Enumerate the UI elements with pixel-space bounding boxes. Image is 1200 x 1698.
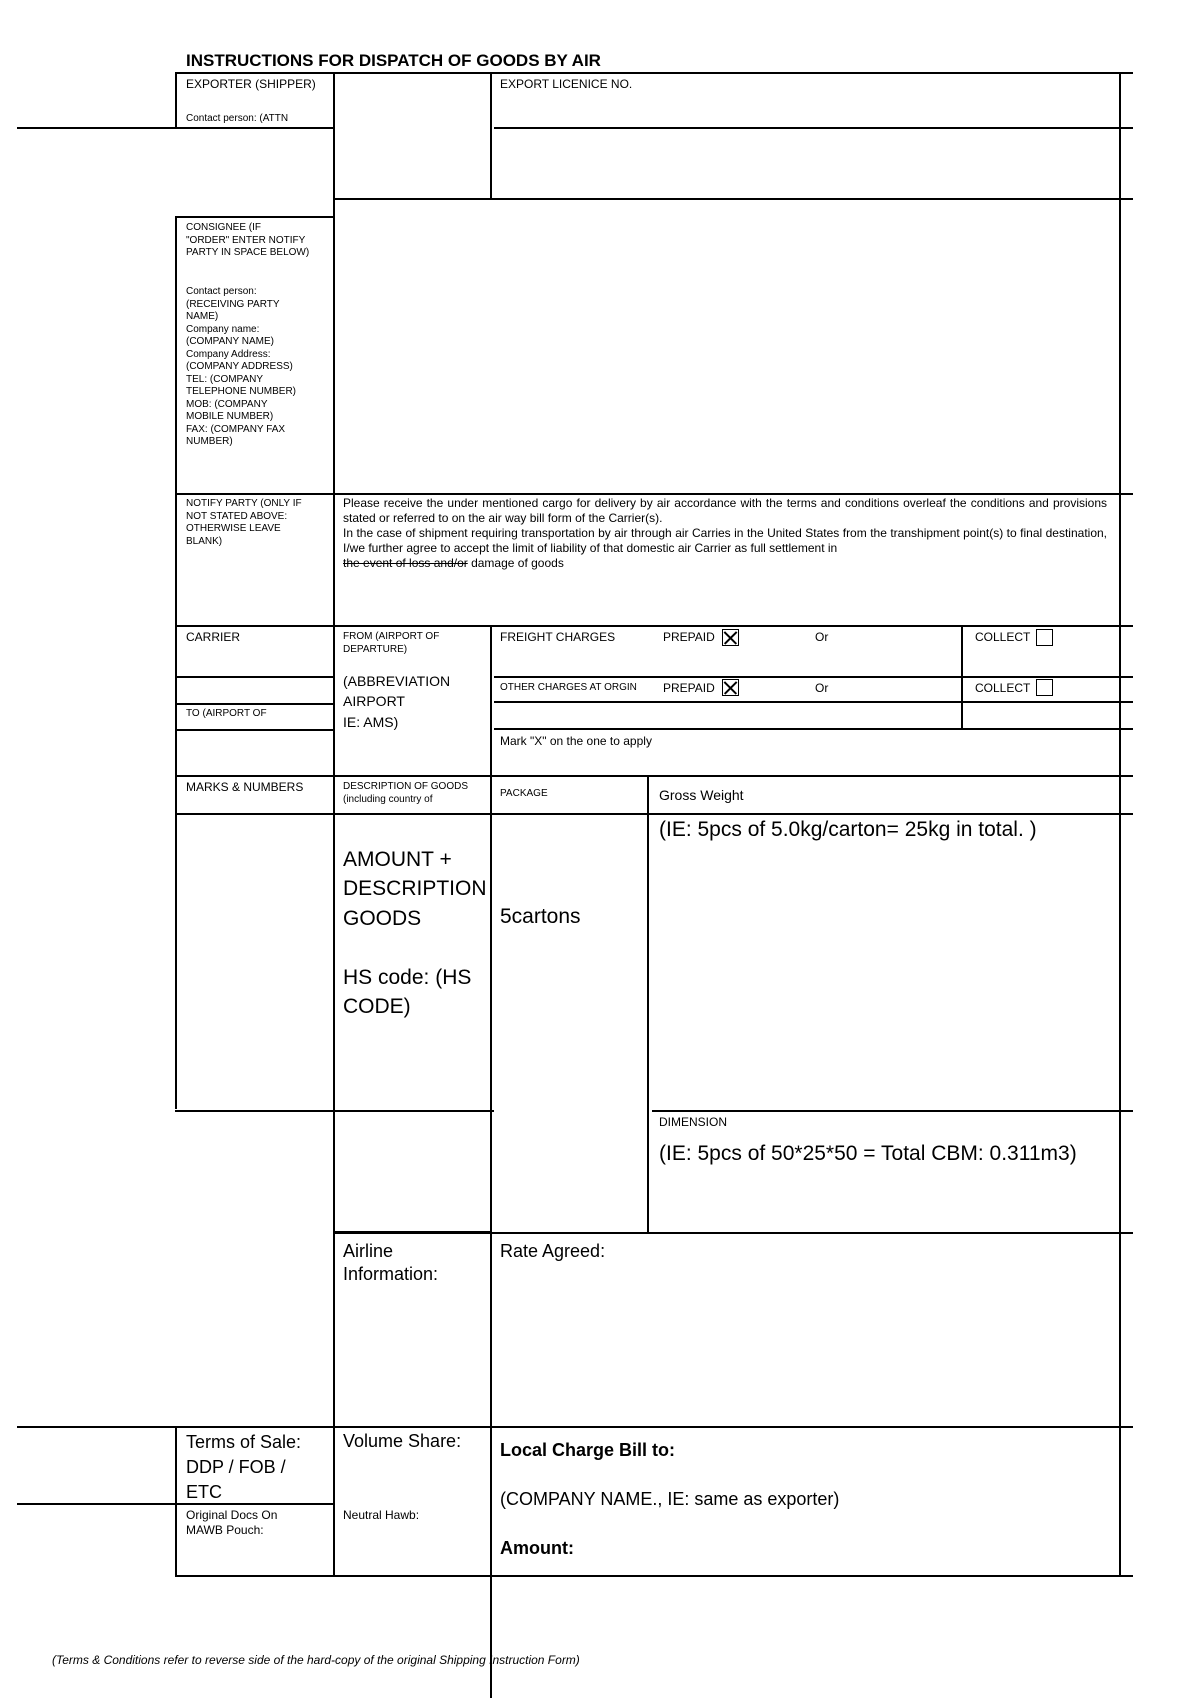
grid-line — [175, 703, 335, 705]
other-prepaid-checkbox[interactable] — [722, 679, 739, 696]
grid-line — [335, 198, 1133, 200]
other-prepaid-label: PREPAID — [663, 681, 715, 695]
notify-para-1: Please receive the under mentioned cargo for delivery by air accordance with the terms and conditions overleaf the conditions and provisions stated or referred to on the air way bill form of the Carrier(s). — [343, 496, 1107, 525]
grid-line — [17, 1426, 1133, 1428]
exporter-contact: Contact person: (ATTN — [186, 113, 289, 124]
description-value: AMOUNT + DESCRIPTION GOODS HS code: (HS CODE) — [343, 848, 487, 1018]
local-charge-amount: Amount: — [500, 1538, 574, 1558]
description-label: DESCRIPTION OF GOODS (including country of — [343, 781, 469, 805]
grid-line — [494, 127, 1133, 129]
grid-line — [652, 1110, 1133, 1112]
marks-numbers-label: MARKS & NUMBERS — [186, 780, 304, 794]
freight-or-label: Or — [815, 630, 829, 644]
notify-para-2: In the case of shipment requiring transportation by air through air Carries in the United States from the transhipment point(s) to final destination, I/we further agree to accept the limit of liability of that domestic air Carrier as full settlement in — [343, 526, 1107, 555]
exporter-label: EXPORTER (SHIPPER) — [186, 77, 316, 91]
grid-line — [335, 1231, 492, 1232]
grid-line — [175, 676, 335, 678]
export-licence-label: EXPORT LICENICE NO. — [500, 77, 633, 91]
airline-information-label: Airline Information: — [343, 1241, 439, 1284]
other-or-label: Or — [815, 681, 829, 695]
grid-line — [175, 625, 1133, 627]
other-collect-label: COLLECT — [975, 681, 1031, 695]
notify-para-3-rest: damage of goods — [467, 556, 564, 570]
page-title: INSTRUCTIONS FOR DISPATCH OF GOODS BY AIR — [186, 51, 601, 70]
notify-instructions — [343, 496, 1107, 571]
grid-line — [175, 813, 1133, 815]
from-label: FROM (AIRPORT OF DEPARTURE) — [343, 631, 440, 655]
notify-party-label: NOTIFY PARTY (ONLY IF NOT STATED ABOVE: OTHERWISE LEAVE BLANK) — [186, 498, 302, 547]
grid-line — [17, 127, 335, 129]
other-charges-label: OTHER CHARGES AT ORGIN — [500, 682, 637, 693]
gross-weight-value: (IE: 5pcs of 5.0kg/carton= 25kg in total. ) — [659, 818, 1037, 841]
notify-para-3-struck: the event of loss and/or — [343, 556, 468, 570]
freight-collect-checkbox[interactable] — [1036, 629, 1053, 646]
consignee-details: Contact person: (RECEIVING PARTY NAME) Company name: (COMPANY NAME) Company Address: (COMPANY ADDRESS) TEL: (COMPANY TELEPHONE NUMBER) MOB: (COMPANY MOBILE NUMBER) FAX: (COMPANY FAX NUMBER) — [186, 286, 297, 447]
grid-line — [335, 1232, 1133, 1234]
grid-line — [494, 676, 1133, 678]
grid-line — [175, 216, 177, 1109]
carrier-label: CARRIER — [186, 630, 241, 644]
grid-line — [175, 1575, 1133, 1577]
grid-line — [175, 216, 335, 218]
footer-note: (Terms & Conditions refer to reverse side of the hard-copy of the original Shipping Instruction Form) — [52, 1653, 580, 1667]
gross-weight-label: Gross Weight — [659, 787, 744, 803]
original-docs-label: Original Docs On MAWB Pouch: — [186, 1508, 278, 1537]
grid-line — [490, 625, 492, 1698]
package-value: 5cartons — [500, 905, 581, 928]
other-collect-checkbox[interactable] — [1036, 679, 1053, 696]
dimension-value: (IE: 5pcs of 50*25*50 = Total CBM: 0.311m3) — [659, 1142, 1077, 1165]
consignee-label: CONSIGNEE (IF "ORDER" ENTER NOTIFY PARTY IN SPACE BELOW) — [186, 222, 310, 258]
grid-line — [175, 775, 1133, 777]
grid-line — [494, 728, 1133, 730]
local-charge-company: (COMPANY NAME., IE: same as exporter) — [500, 1489, 840, 1509]
notify-para-3 — [343, 556, 1107, 571]
to-label: TO (AIRPORT OF — [186, 708, 267, 719]
from-value: (ABBREVIATION AIRPORT IE: AMS) — [343, 673, 451, 730]
grid-line — [961, 625, 963, 728]
grid-line — [175, 72, 177, 127]
volume-share-label: Volume Share: — [343, 1431, 462, 1451]
freight-collect-label: COLLECT — [975, 630, 1031, 644]
terms-of-sale: Terms of Sale: DDP / FOB / ETC — [186, 1432, 302, 1503]
mark-note: Mark "X" on the one to apply — [500, 734, 652, 748]
grid-line — [1119, 72, 1121, 1577]
local-charge-label: Local Charge Bill to: — [500, 1440, 676, 1460]
package-label: PACKAGE — [500, 788, 548, 799]
grid-line — [175, 72, 1133, 74]
grid-line — [175, 1426, 177, 1577]
freight-prepaid-label: PREPAID — [663, 630, 715, 644]
freight-prepaid-checkbox[interactable] — [722, 629, 739, 646]
dimension-label: DIMENSION — [659, 1115, 728, 1129]
grid-line — [490, 72, 492, 198]
grid-line — [647, 775, 649, 1232]
freight-charges-label: FREIGHT CHARGES — [500, 630, 616, 644]
neutral-hawb-label: Neutral Hawb: — [343, 1508, 420, 1522]
rate-agreed-label: Rate Agreed: — [500, 1241, 606, 1261]
grid-line — [175, 493, 1133, 495]
grid-line — [333, 72, 335, 1577]
grid-line — [175, 729, 335, 731]
grid-line — [494, 701, 1133, 703]
